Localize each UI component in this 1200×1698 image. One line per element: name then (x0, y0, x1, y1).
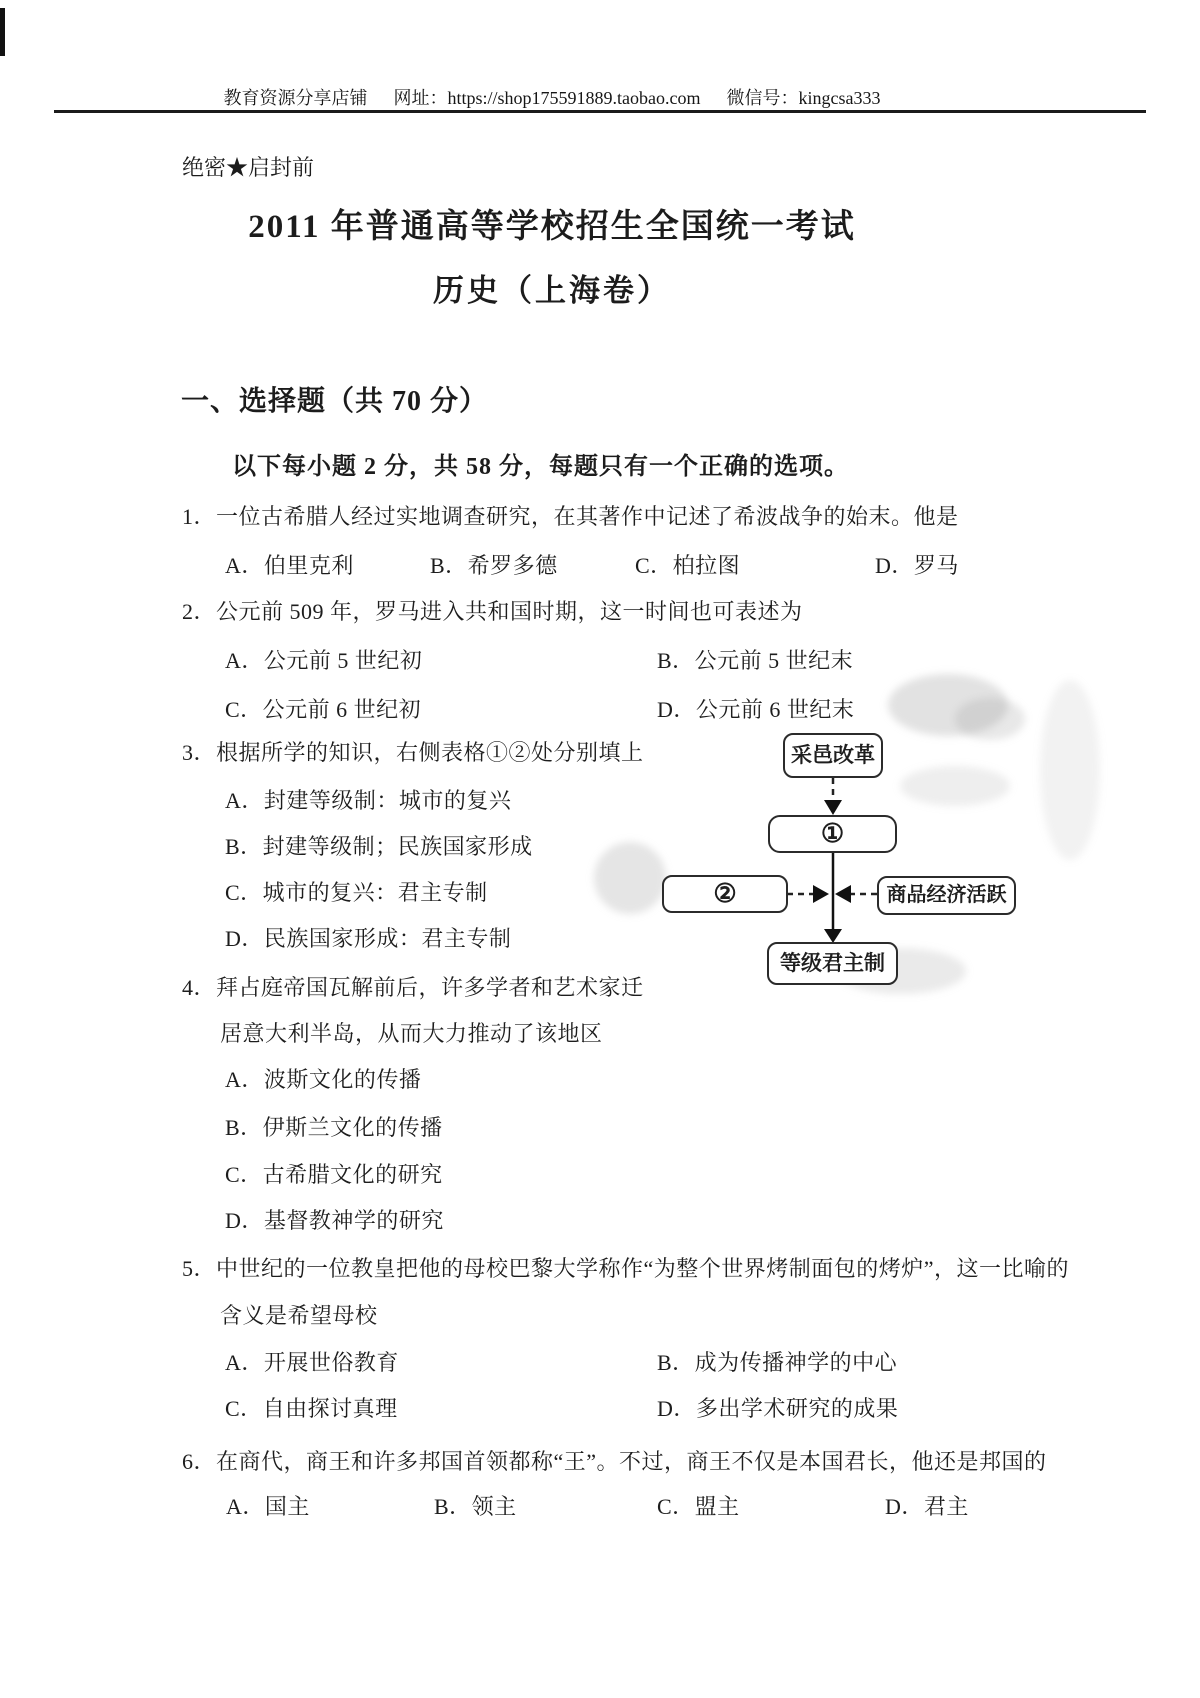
question-4-option-d: D．基督教神学的研究 (225, 1208, 444, 1233)
question-3-option-a: A．封建等级制：城市的复兴 (225, 788, 512, 813)
shop-wechat: 微信号：kingcsa333 (726, 88, 881, 108)
diagram-box-blank-2: ② (662, 875, 788, 913)
classification-label: 绝密★启封前 (182, 155, 315, 180)
question-4-option-c: C．古希腊文化的研究 (225, 1162, 443, 1187)
shop-name: 教育资源分享店铺 (223, 88, 368, 108)
question-4-text-line2: 居意大利半岛，从而大力推动了该地区 (220, 1021, 603, 1046)
scan-edge-mark (0, 8, 5, 56)
question-2-text: 2．公元前 509 年，罗马进入共和国时期，这一时间也可表述为 (182, 599, 803, 624)
question-1-option-d: D．罗马 (875, 553, 959, 578)
arrow-down-icon (824, 800, 842, 815)
question-4-option-b: B．伊斯兰文化的传播 (225, 1115, 443, 1140)
question-6-option-c: C．盟主 (657, 1494, 740, 1519)
section-heading: 一、选择题（共 70 分） (181, 386, 489, 417)
arrow-left-icon (835, 885, 851, 903)
arrow-right-icon (813, 885, 829, 903)
diagram-box-fief-reform: 采邑改革 (783, 733, 883, 778)
question-2-option-c: C．公元前 6 世纪初 (225, 697, 422, 722)
section-instruction: 以下每小题 2 分，共 58 分，每题只有一个正确的选项。 (232, 454, 849, 480)
diagram-box-estate-monarchy: 等级君主制 (767, 942, 898, 985)
arrow-down-icon (824, 929, 842, 943)
question-5-text-line1: 5．中世纪的一位教皇把他的母校巴黎大学称作“为整个世界烤制面包的烤炉”，这一比喻的 (182, 1256, 1070, 1281)
scan-noise (1040, 680, 1100, 860)
diagram-box-blank-1: ① (768, 815, 897, 853)
question-4-text-line1: 4．拜占庭帝国瓦解前后，许多学者和艺术家迁 (182, 975, 644, 1000)
question-1-option-b: B．希罗多德 (430, 553, 558, 578)
question-3-option-c: C．城市的复兴：君主专制 (225, 880, 488, 905)
question-3-option-b: B．封建等级制；民族国家形成 (225, 834, 533, 859)
question-2-option-d: D．公元前 6 世纪末 (657, 697, 855, 722)
question-5-option-d: D．多出学术研究的成果 (657, 1396, 899, 1421)
question-3-diagram (600, 726, 1030, 996)
question-2-option-b: B．公元前 5 世纪末 (657, 648, 854, 673)
question-1-option-c: C．柏拉图 (635, 553, 741, 578)
shop-header (0, 84, 1104, 110)
question-5-text-line2: 含义是希望母校 (220, 1303, 378, 1328)
question-6-option-a: A．国主 (226, 1494, 310, 1519)
exam-title: 2011 年普通高等学校招生全国统一考试 (248, 209, 856, 245)
question-5-option-b: B．成为传播神学的中心 (657, 1350, 898, 1375)
question-5-option-c: C．自由探讨真理 (225, 1396, 398, 1421)
question-3-text: 3．根据所学的知识，右侧表格①②处分别填上 (182, 740, 644, 765)
header-divider (54, 110, 1146, 113)
question-3-option-d: D．民族国家形成：君主专制 (225, 926, 512, 951)
shop-url: 网址：https://shop175591889.taobao.com (393, 88, 701, 108)
question-2-option-a: A．公元前 5 世纪初 (225, 648, 423, 673)
question-4-option-a: A．波斯文化的传播 (225, 1067, 422, 1092)
question-1-option-a: A．伯里克利 (225, 553, 354, 578)
question-6-text: 6．在商代，商王和许多邦国首领都称“王”。不过，商王不仅是本国君长，他还是邦国的 (182, 1449, 1047, 1474)
question-1-text: 1．一位古希腊人经过实地调查研究，在其著作中记述了希波战争的始末。他是 (182, 504, 959, 529)
diagram-box-commodity-economy: 商品经济活跃 (877, 876, 1016, 915)
question-6-option-b: B．领主 (434, 1494, 517, 1519)
question-5-option-a: A．开展世俗教育 (225, 1350, 399, 1375)
exam-subject: 历史（上海卷） (433, 273, 671, 308)
question-6-option-d: D．君主 (885, 1494, 969, 1519)
